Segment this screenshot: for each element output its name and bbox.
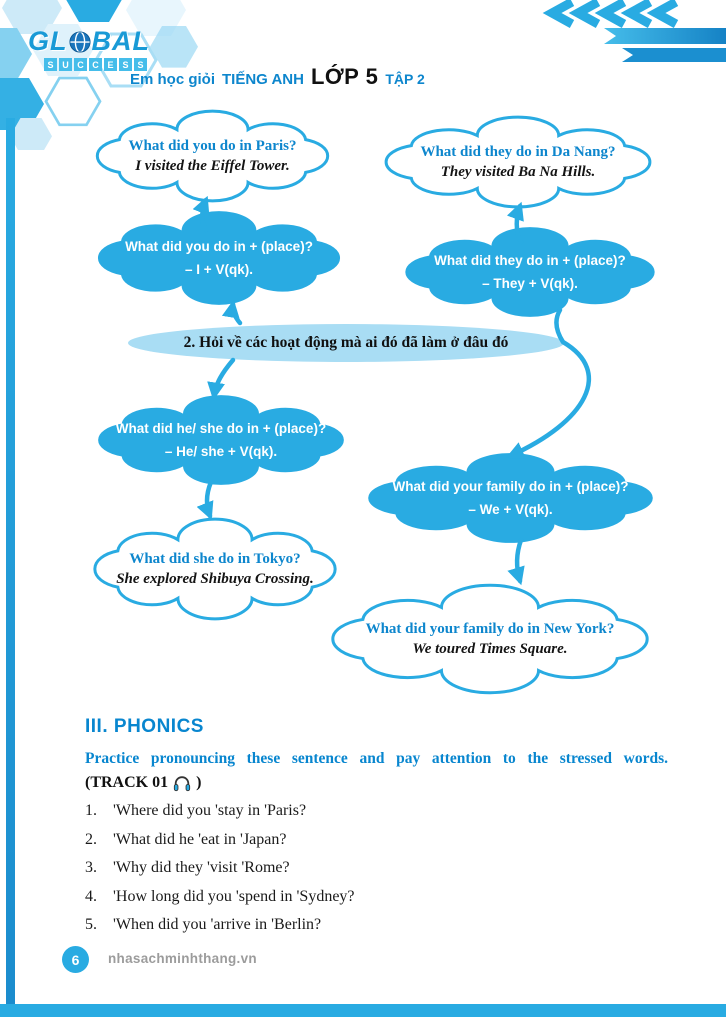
item-text: 'When did you 'arrive in 'Berlin? <box>113 916 322 933</box>
title-volume: TẬP 2 <box>385 71 425 87</box>
item-number: 4. <box>85 887 97 905</box>
phonics-heading: III. PHONICS <box>85 716 204 737</box>
phonics-item <box>85 916 355 934</box>
tagline-letter: U <box>59 58 72 71</box>
cloud-answer: I visited the Eiffel Tower. <box>135 157 290 174</box>
headphones-icon <box>173 775 191 792</box>
pattern-cloud-they <box>392 226 668 318</box>
arrow-band-to-he-she <box>214 360 233 396</box>
pattern-line1: What did your family do in + (place)? <box>392 478 629 494</box>
item-text: 'What did he 'eat in 'Japan? <box>113 830 287 848</box>
item-text: 'Where did you 'stay in 'Paris? <box>113 802 307 819</box>
phonics-list <box>85 802 355 934</box>
pattern-line2: – They + V(qk). <box>482 275 578 291</box>
cloud-question: What did you do in Paris? <box>128 137 297 154</box>
phonics-instruction: Practice pronouncing these sentence and pay attention to the stressed words. <box>85 750 668 767</box>
title-series: Em học giỏi <box>130 71 216 88</box>
tagline-letter: E <box>104 58 117 71</box>
pattern-line2: – I + V(qk). <box>185 261 253 277</box>
cloud-question: What did your family do in New York? <box>365 620 615 637</box>
cloud-question: What did she do in Tokyo? <box>129 550 301 567</box>
pattern-cloud-family <box>353 452 668 544</box>
phonics-item <box>85 831 355 849</box>
item-number: 2. <box>85 830 97 848</box>
example-cloud-danang <box>372 116 664 208</box>
arrow-band-to-you <box>233 304 240 323</box>
left-margin-bar <box>6 118 15 1006</box>
title-grade: LỚP 5 <box>310 64 379 89</box>
logo-wordmark <box>28 26 150 57</box>
item-number: 5. <box>85 916 97 933</box>
arrow-he-she-to-tokyo <box>207 482 211 516</box>
example-cloud-newyork <box>316 584 664 694</box>
pattern-line2: – He/ she + V(qk). <box>164 443 278 459</box>
track-line <box>85 774 201 792</box>
arrow-family-to-newyork <box>517 540 521 581</box>
phonics-item <box>85 888 355 906</box>
globe-icon <box>69 31 91 53</box>
tagline-letter: C <box>74 58 87 71</box>
item-text: 'Why did they 'visit 'Rome? <box>113 859 290 876</box>
title-subject: TIẾNG ANH <box>222 71 304 88</box>
cloud-question: What did they do in Da Nang? <box>420 143 616 160</box>
page-number-badge: 6 <box>62 946 89 973</box>
item-text: 'How long did you 'spend in 'Sydney? <box>113 887 355 905</box>
pattern-line1: What did they do in + (place)? <box>434 252 626 268</box>
item-number: 3. <box>85 859 97 876</box>
tagline-letter: C <box>89 58 102 71</box>
example-cloud-paris <box>85 110 340 202</box>
cloud-answer: She explored Shibuya Crossing. <box>116 570 314 587</box>
tagline-letter: S <box>44 58 57 71</box>
topic-band <box>128 324 564 362</box>
phonics-item <box>85 802 355 820</box>
website-text: nhasachminhthang.vn <box>108 951 257 966</box>
phonics-item <box>85 859 355 877</box>
example-cloud-tokyo <box>82 518 348 620</box>
logo-text-prefix: GL <box>28 26 68 56</box>
pattern-line1: What did he/ she do in + (place)? <box>115 420 327 436</box>
cloud-answer: We toured Times Square. <box>412 640 568 657</box>
pattern-cloud-you <box>85 210 353 306</box>
track-suffix: ) <box>196 774 202 791</box>
pattern-line2: – We + V(qk). <box>468 501 553 517</box>
tagline-letter: S <box>119 58 132 71</box>
bottom-bar <box>0 1004 726 1017</box>
book-title <box>130 64 425 90</box>
track-label: (TRACK 01 <box>85 774 169 791</box>
cloud-answer: They visited Ba Na Hills. <box>440 163 596 180</box>
item-number: 1. <box>85 802 97 819</box>
pattern-line1: What did you do in + (place)? <box>125 238 313 254</box>
logo-text-suffix: BAL <box>91 26 150 56</box>
tagline-letter: S <box>134 58 147 71</box>
pattern-cloud-he-she <box>85 394 357 486</box>
topic-label: 2. Hỏi về các hoạt động mà ai đó đã làm ở đâu đó <box>183 334 509 351</box>
